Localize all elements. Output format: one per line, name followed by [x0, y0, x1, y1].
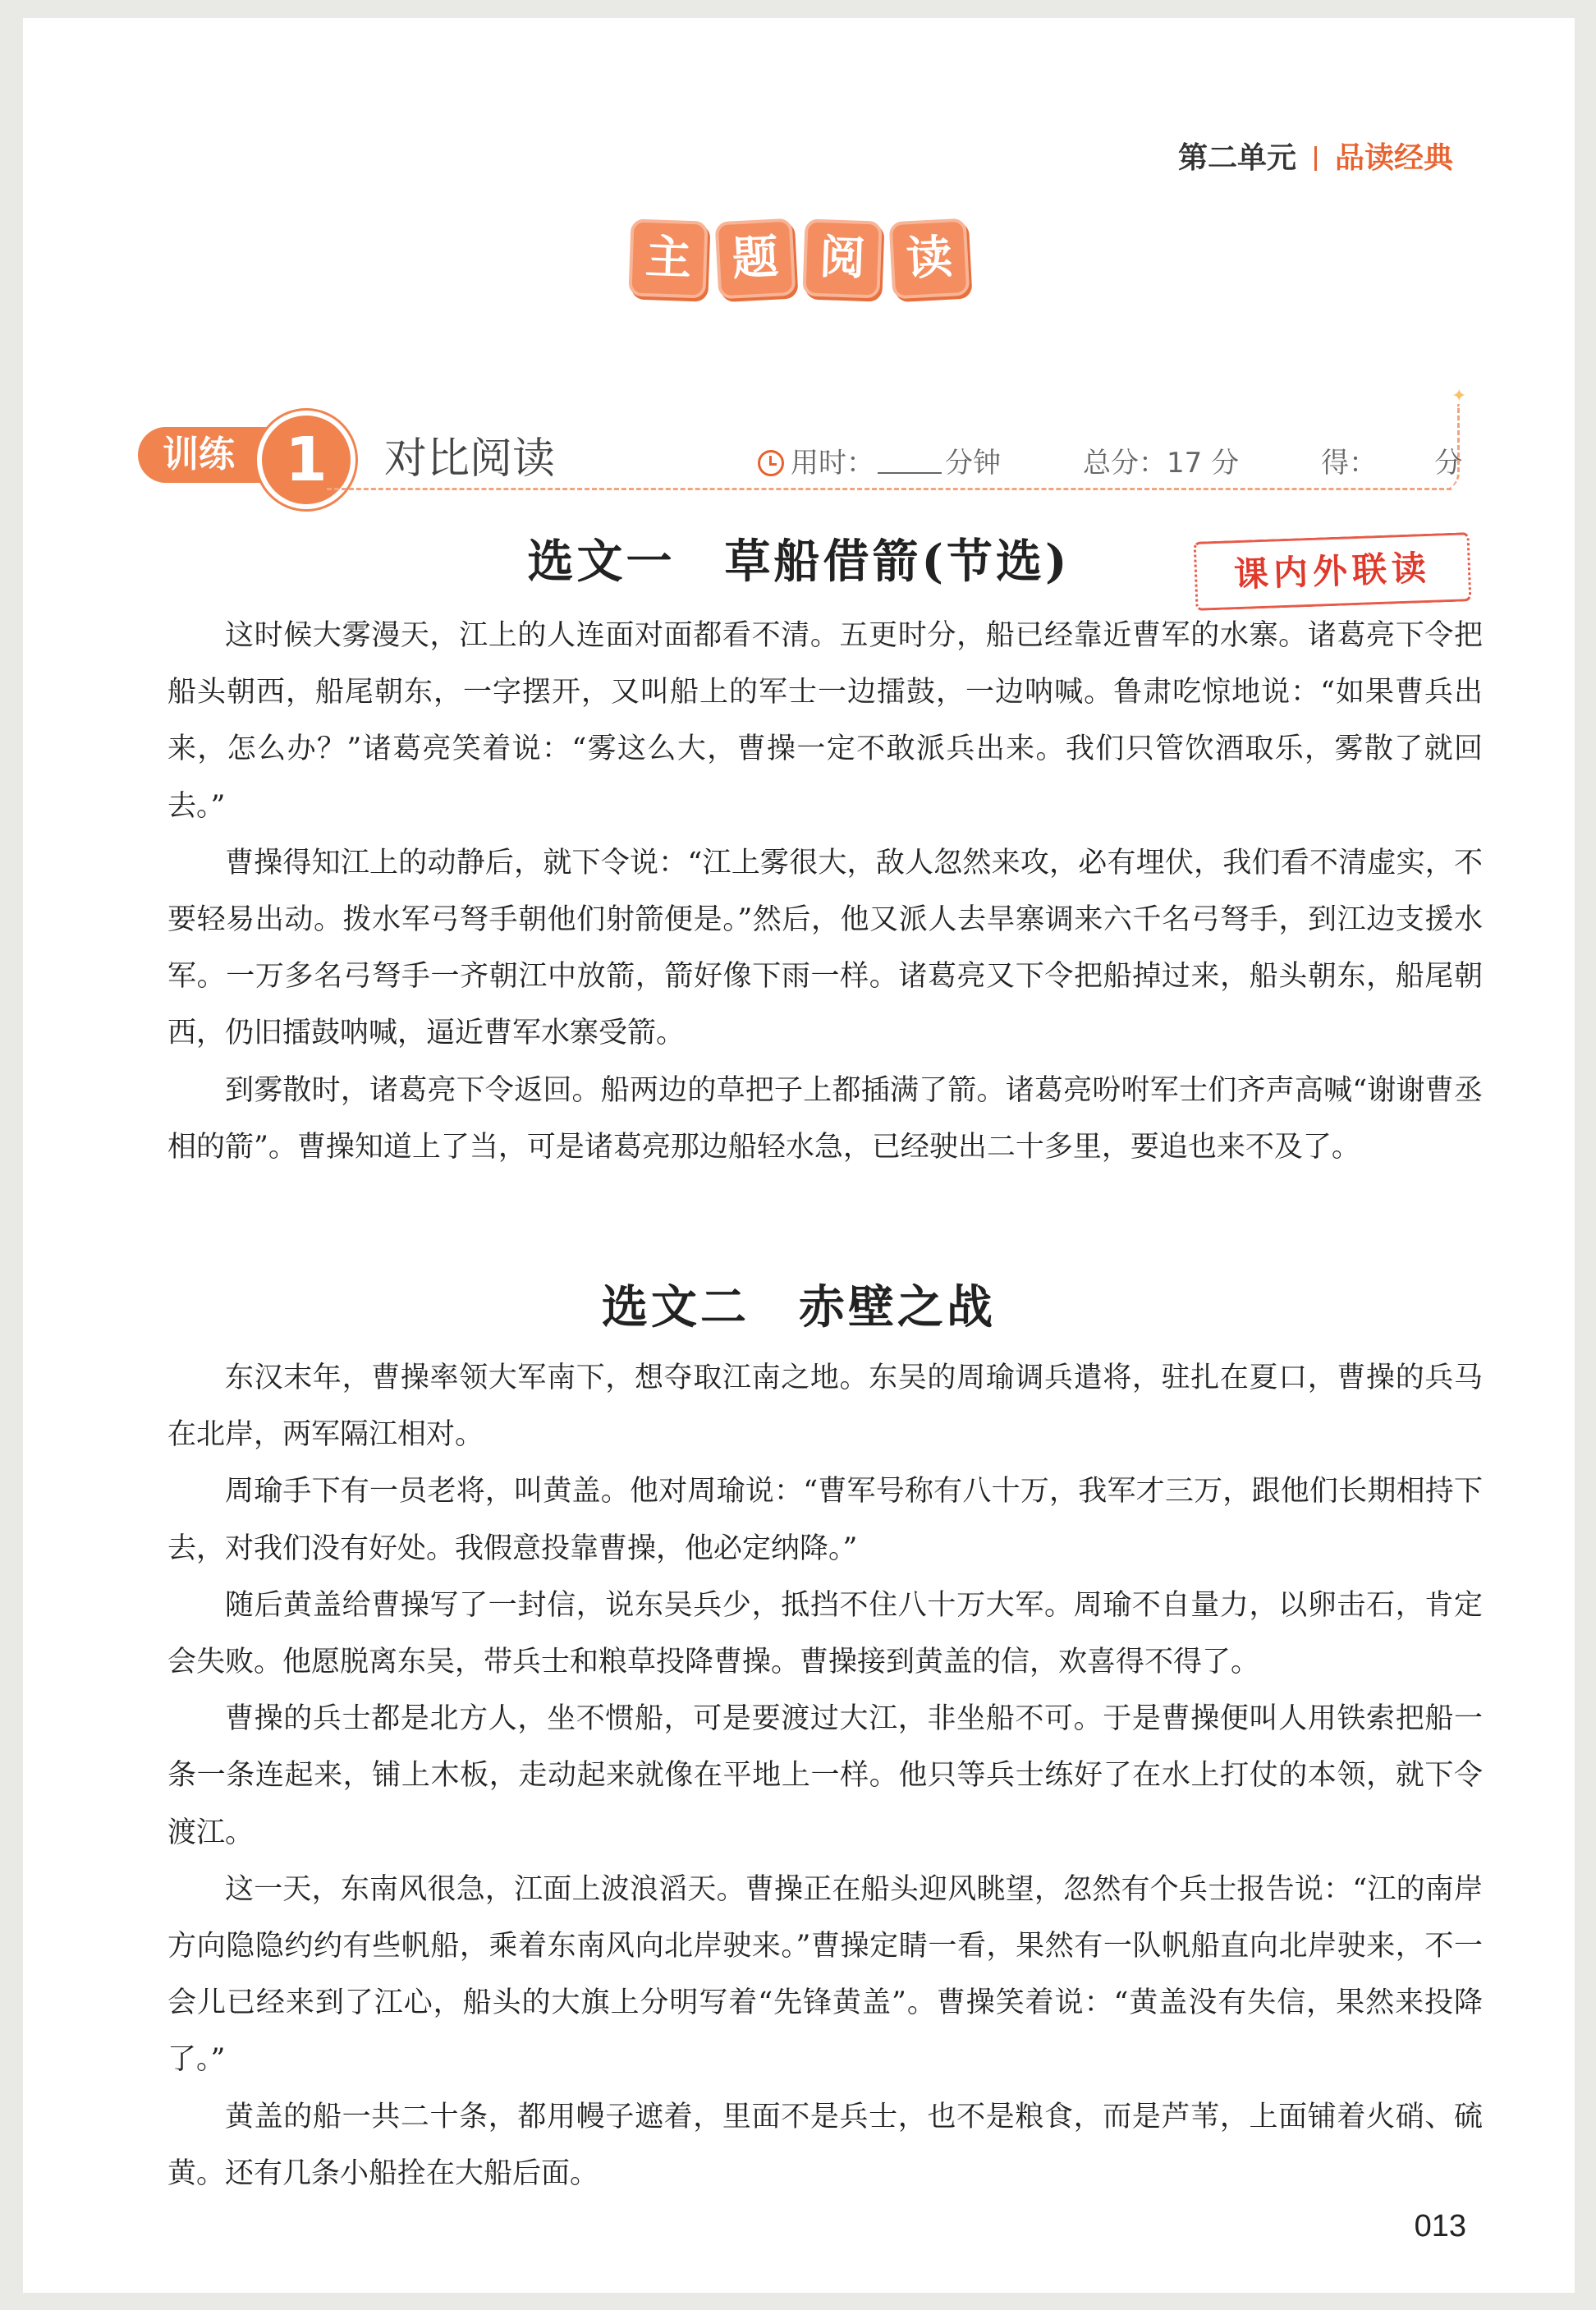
paragraph: 东汉末年，曹操率领大军南下，想夺取江南之地。东吴的周瑜调兵遣将，驻扎在夏口，曹操的兵马在北岸，两军隔江相对。: [167, 1362, 1483, 1452]
time-label: 用时：: [791, 447, 874, 480]
selection2-name: 赤壁之战: [799, 1280, 996, 1334]
training-number: 1: [257, 411, 355, 509]
theme-badge: 题: [715, 218, 796, 300]
score-label: 得：: [1321, 447, 1378, 480]
training-divider-curl: [1441, 404, 1460, 489]
training-divider: [327, 488, 1452, 490]
theme-badge: 主: [628, 218, 708, 298]
training-bar: [138, 386, 1468, 503]
in-class-link-reading-tag: 课内外联读: [1194, 532, 1472, 611]
time-blank[interactable]: [878, 449, 942, 474]
paragraph: 曹操得知江上的动静后，就下令说：“江上雾很大，敌人忽然来攻，必有埋伏，我们看不清虚实，不要轻易出动。拨水军弓弩手朝他们射箭便是。”然后，他又派人去旱寨调来六千名弓弩手，到江边支援水军。一万多名弓弩手一齐朝江中放箭，箭好像下雨一样。诸葛亮又下令把船掉过来，船头朝东，船尾朝西，仍旧擂鼓呐喊，逼近曹军水寨受箭。: [167, 846, 1483, 1050]
textbook-page: [23, 18, 1575, 2293]
selection2-label: 选文二: [602, 1280, 750, 1334]
theme-reading-title: [23, 220, 1575, 297]
page-number: 013: [1414, 2209, 1466, 2243]
paragraph: 随后黄盖给曹操写了一封信，说东吴兵少，抵挡不住八十万大军。周瑜不自量力，以卵击石，肯定会失败。他愿脱离东吴，带兵士和粮草投降曹操。曹操接到黄盖的信，欢喜得不得了。: [167, 1588, 1483, 1679]
unit-label: 第二单元: [1177, 140, 1296, 174]
header-divider: [1314, 146, 1317, 171]
selection2-title: [23, 1271, 1575, 1337]
total-score: 总分：17 分: [1083, 447, 1240, 480]
paragraph: 这时候大雾漫天，江上的人连面对面都看不清。五更时分，船已经靠近曹军的水寨。诸葛亮下令把船头朝西，船尾朝东，一字摆开，又叫船上的军士一边擂鼓，一边呐喊。鲁肃吃惊地说：“如果曹兵出来，怎么办？”诸葛亮笑着说：“雾这么大，曹操一定不敢派兵出来。我们只管饮酒取乐，雾散了就回去。”: [167, 619, 1483, 823]
sparkle-icon: ✦: [1452, 386, 1467, 406]
unit-header: [1178, 135, 1453, 177]
selection1-label: 选文一: [527, 535, 676, 589]
time-unit: 分钟: [945, 447, 1001, 480]
paragraph: 黄盖的船一共二十条，都用幔子遮着，里面不是兵士，也不是粮食，而是芦苇，上面铺着火硝、硫黄。还有几条小船拴在大船后面。: [167, 2100, 1483, 2190]
selection1-body: [167, 608, 1483, 1176]
score-unit: 分: [1434, 447, 1463, 480]
section-label: 品读经典: [1334, 140, 1453, 174]
paragraph: 到雾散时，诸葛亮下令返回。船两边的草把子上都插满了箭。诸葛亮吩咐军士们齐声高喊“谢谢曹丞相的箭”。曹操知道上了当，可是诸葛亮那边船轻水急，已经驶出二十多里，要追也来不及了。: [167, 1073, 1483, 1164]
selection1-name: 草船借箭(节选): [724, 535, 1071, 589]
theme-badge: 读: [889, 218, 970, 300]
paragraph: 周瑜手下有一员老将，叫黄盖。他对周瑜说：“曹军号称有八十万，我军才三万，跟他们长期相持下去，对我们没有好处。我假意投靠曹操，他必定纳降。”: [167, 1475, 1483, 1565]
training-title: 对比阅读: [384, 434, 556, 484]
paragraph: 曹操的兵士都是北方人，坐不惯船，可是要渡过大江，非坐船不可。于是曹操便叫人用铁索把船一条一条连起来，铺上木板，走动起来就像在平地上一样。他只等兵士练好了在水上打仗的本领，就下令渡江。: [167, 1702, 1483, 1849]
paragraph: 这一天，东南风很急，江面上波浪滔天。曹操正在船头迎风眺望，忽然有个兵士报告说：“江的南岸方向隐隐约约有些帆船，乘着东南风向北岸驶来。”曹操定睛一看，果然有一队帆船直向北岸驶来，不一会儿已经来到了江心，船头的大旗上分明写着“先锋黄盖”。曹操笑着说：“黄盖没有失信，果然来投降了。”: [167, 1872, 1483, 2077]
theme-badge: 阅: [802, 218, 882, 298]
training-info: [758, 440, 1462, 480]
selection2-body: [167, 1350, 1483, 2202]
clock-icon: [758, 450, 784, 476]
training-tag: 训练: [138, 427, 277, 483]
